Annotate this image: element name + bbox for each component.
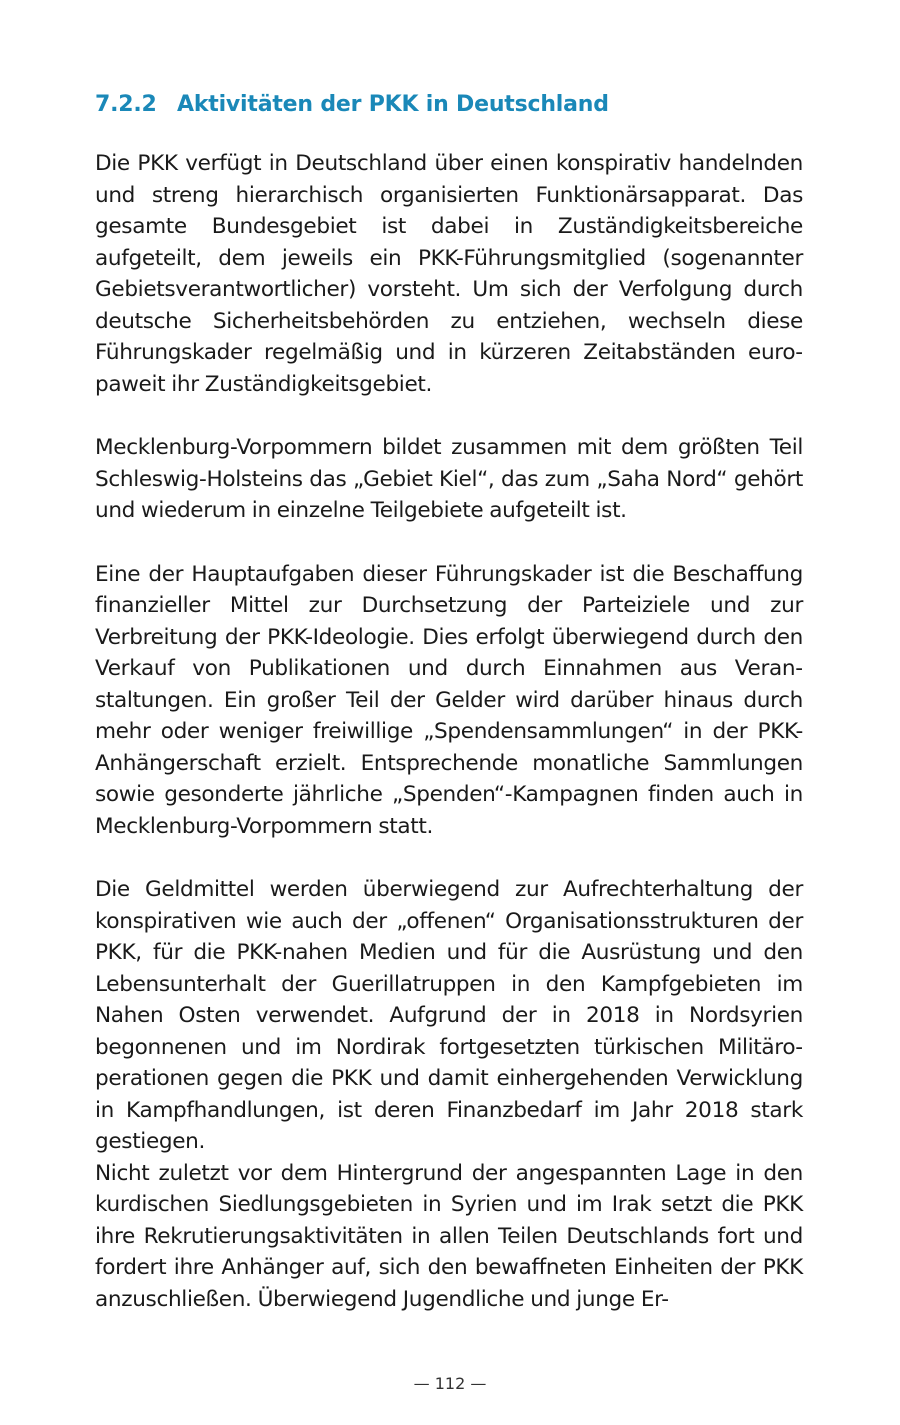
section-heading	[95, 88, 803, 122]
paragraph-5: Nicht zuletzt vor dem Hintergrund der angespannten Lage in den kurdischen Siedlungsgebieten in Syrien und im Irak setzt die PKK ihre Rekrutierungsaktivitäten in allen Teilen Deutschlands fort und fordert ihre Anhänger auf, sich den bewaffneten Einheiten der PKK anzuschließen. Überwiegend Jugendliche und junge Er-	[95, 1160, 803, 1312]
document-page	[95, 88, 803, 1315]
page-number: — 112 —	[413, 1374, 487, 1393]
paragraph-2: Mecklenburg-Vorpommern bildet zusammen mit dem größten Teil Schleswig-Holsteins das „Gebiet Kiel“, das zum „Saha Nord“ gehört und wiederum in einzelne Teilgebiete aufgeteilt ist.	[95, 435, 803, 523]
paragraph-3: Eine der Hauptaufgaben dieser Führungskader ist die Beschaffung finanzieller Mittel zur Durchsetzung der Parteiziele und zur Verbreitung der PKK-Ideologie. Dies erfolgt überwiegend durch den Verkauf von Publikationen und durch Einnahmen aus Veranstaltungen. Ein großer Teil der Gelder wird darüber hinaus durch mehr oder weniger freiwillige „Spendensammlungen“ in der PKK-Anhängerschaft erzielt. Entsprechende monatliche Sammlungen sowie gesonderte jährliche „Spenden“-Kampagnen finden auch in Mecklenburg-Vorpommern statt.	[95, 561, 803, 839]
section-number: 7.2.2	[95, 92, 157, 117]
section-title: Aktivitäten der PKK in Deutschland	[177, 92, 609, 117]
paragraph-1: Die PKK verfügt in Deutschland über einen konspirativ handelnden und streng hierarchisch organisierten Funktionärsapparat. Das gesamte Bundesgebiet ist dabei in Zuständigkeitsbereiche aufgeteilt, dem jeweils ein PKK-Führungsmitglied (sogenannter Gebietsverantwortlicher) vorsteht. Um sich der Verfolgung durch deutsche Sicherheitsbehörden zu entziehen, wechseln diese Führungskader regelmäßig und in kürzeren Zeitabständen europaweit ihr Zuständigkeitsgebiet.	[95, 151, 803, 397]
paragraph-4: Die Geldmittel werden überwiegend zur Aufrechterhaltung der konspirativen wie auch der „offenen“ Organisationsstrukturen der PKK, für die PKK-nahen Medien und für die Ausrüstung und den Lebensunterhalt der Guerillatruppen in den Kampfgebieten im Nahen Osten verwendet. Aufgrund der in 2018 in Nordsyrien begonnenen und im Nordirak fortgesetzten türkischen Militäroperationen gegen die PKK und damit einhergehenden Verwicklung in Kampfhandlungen, ist deren Finanzbedarf im Jahr 2018 stark gestiegen.	[95, 877, 803, 1154]
